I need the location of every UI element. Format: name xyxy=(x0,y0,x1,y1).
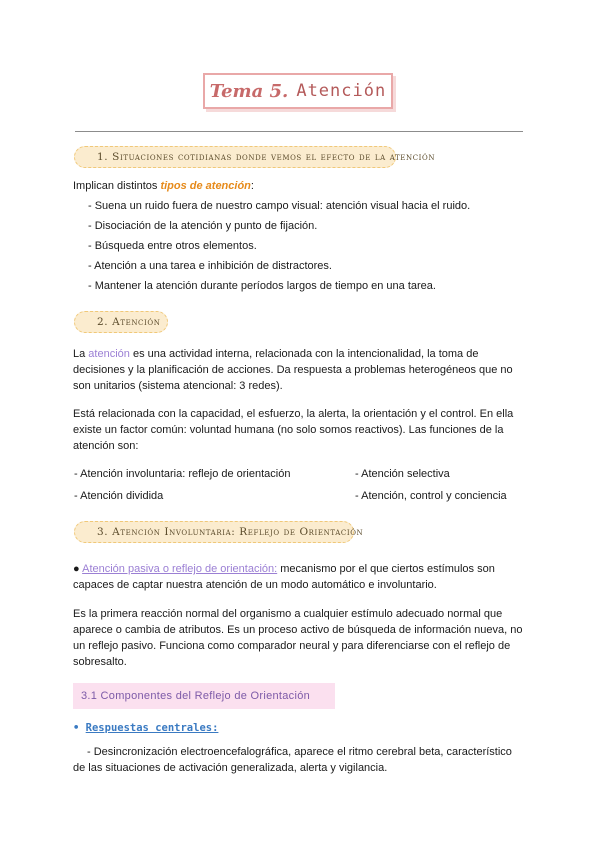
paragraph-line: capaces de captar nuestra atención de un modo automático e involuntario. xyxy=(73,579,437,591)
reflejo-highlight: Atención pasiva o reflejo de orientación: xyxy=(82,563,278,575)
title-text: Atención xyxy=(296,81,387,101)
bullet-icon: • xyxy=(73,722,80,734)
section-2-heading-text: 2. Atención xyxy=(97,316,161,328)
section-3-heading xyxy=(74,521,364,543)
bullet-icon: ● xyxy=(73,563,80,575)
intro-prefix: Implican distintos xyxy=(73,180,161,192)
function-item: - Atención, control y conciencia xyxy=(355,490,507,502)
intro-highlight: tipos de atención xyxy=(160,180,251,192)
divider xyxy=(75,131,523,132)
list-item: - Mantener la atención durante períodos largos de tiempo en una tarea. xyxy=(88,280,436,292)
paragraph-line: un reflejo pasivo. Funciona como comparador neural y para diferenciarse con el reflejo de xyxy=(73,640,511,652)
text-prefix: La xyxy=(73,348,89,360)
function-item: - Atención selectiva xyxy=(355,468,450,480)
paragraph-line xyxy=(73,346,523,362)
title-number: Tema 5. xyxy=(209,80,289,102)
section-1-heading xyxy=(74,146,436,168)
section-2-paragraph-2 xyxy=(73,406,523,454)
section-3-paragraph-2 xyxy=(73,606,523,670)
function-item: - Atención dividida xyxy=(74,490,164,502)
paragraph-line: existe un factor común: voluntad humana (no solo somos reactivos). Las funciones de la xyxy=(73,424,504,436)
section-1-heading-text: 1. Situaciones cotidianas donde vemos el efecto de la atención xyxy=(97,151,436,163)
paragraph-line: son unitarios (sistema atencional: 3 redes). xyxy=(73,380,283,392)
paragraph-line: aparece o cambia de atributos. Es un proceso activo de búsqueda de información nueva, no xyxy=(73,624,523,636)
respuestas-centrales-heading xyxy=(73,722,218,734)
subsection-heading xyxy=(73,683,335,709)
paragraph-line: atención son: xyxy=(73,440,139,452)
atencion-highlight: atención xyxy=(88,348,130,360)
list-item: - Búsqueda entre otros elementos. xyxy=(88,240,257,252)
section-1-intro xyxy=(73,178,523,194)
list-item: - Atención a una tarea e inhibición de distractores. xyxy=(88,260,332,272)
section-2-heading xyxy=(74,311,168,333)
list-item: - Disociación de la atención y punto de fijación. xyxy=(88,220,318,232)
paragraph-line xyxy=(73,561,523,577)
respuestas-label: Respuestas centrales: xyxy=(85,722,219,734)
paragraph-line: Está relacionada con la capacidad, el esfuerzo, la alerta, la orientación y el control. En ella xyxy=(73,408,514,420)
paragraph-line: - Desincronización electroencefalográfica, aparece el ritmo cerebral beta, característico xyxy=(87,746,512,758)
intro-suffix: : xyxy=(250,180,254,192)
paragraph-line: de las situaciones de activación generalizada, alerta y vigilancia. xyxy=(73,762,388,774)
section-3-paragraph-1 xyxy=(73,561,523,593)
paragraph-line: decisiones y la planificación de acciones. Da respuesta a problemas heterogéneos que no xyxy=(73,364,513,376)
text-rest: mecanismo por el que ciertos estímulos son xyxy=(277,563,495,575)
subsection-heading-text: 3.1 Componentes del Reflejo de Orientación xyxy=(81,690,311,702)
list-item: - Suena un ruido fuera de nuestro campo visual: atención visual hacia el ruido. xyxy=(88,200,471,212)
function-item: - Atención involuntaria: reflejo de orientación xyxy=(74,468,291,480)
section-2-paragraph-1 xyxy=(73,346,523,394)
text-rest: es una actividad interna, relacionada con la intencionalidad, la toma de xyxy=(129,348,479,360)
page-title xyxy=(203,73,393,109)
respuestas-paragraph xyxy=(73,744,523,776)
paragraph-line: Es la primera reacción normal del organismo a cualquier estímulo adecuado normal que xyxy=(73,608,503,620)
paragraph-line: sobresalto. xyxy=(73,656,127,668)
section-3-heading-text: 3. Atención Involuntaria: Reflejo de Orientación xyxy=(97,526,364,538)
